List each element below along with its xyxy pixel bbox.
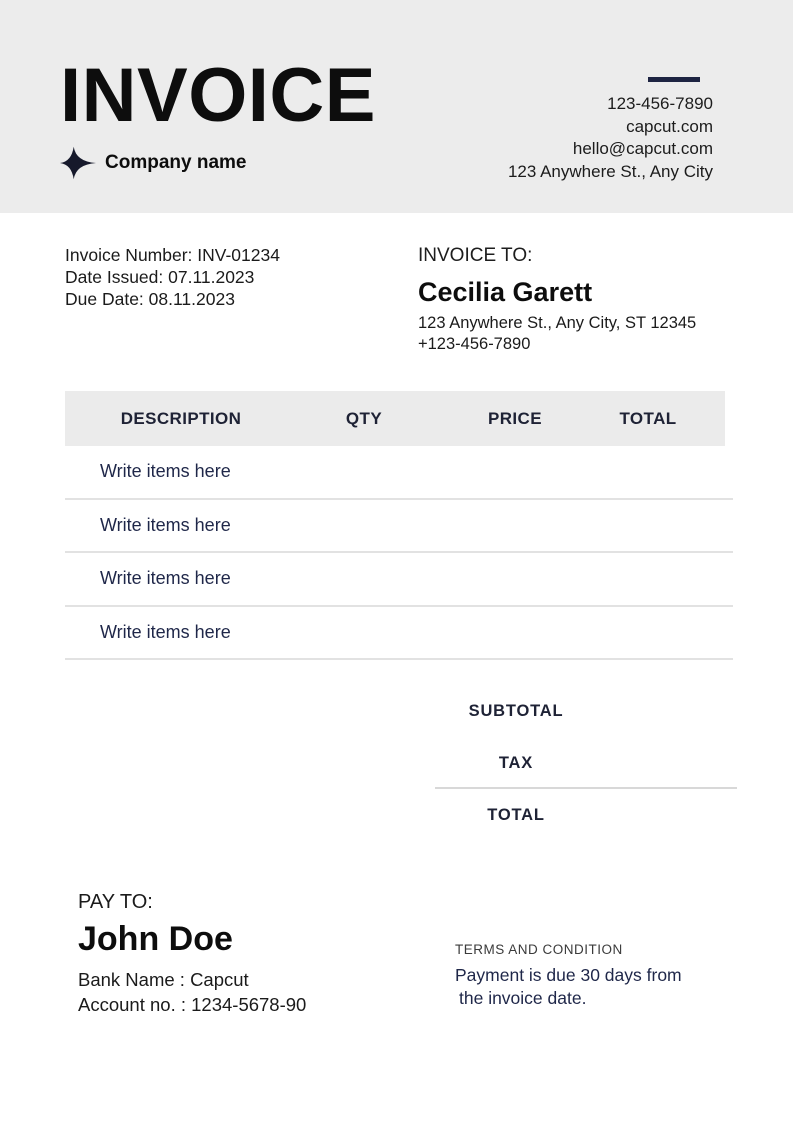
header-band [0, 0, 793, 213]
contact-block [508, 93, 713, 183]
payee-name: John Doe [78, 920, 233, 958]
account-number: Account no. : 1234-5678-90 [78, 993, 307, 1015]
customer-address-line: 123 Anywhere St., Any City, ST 12345 [418, 314, 697, 332]
items-table-header [65, 391, 725, 446]
item-row [65, 553, 733, 607]
summary-block [435, 690, 737, 840]
item-row [65, 500, 733, 554]
due-date: Due Date: 08.11.2023 [65, 289, 235, 309]
customer-phone: +123-456-7890 [418, 334, 531, 353]
sparkle-star-icon [60, 144, 96, 182]
terms-line2: the invoice date. [459, 988, 587, 1008]
invoice-meta-block [65, 244, 280, 310]
contact-address: 123 Anywhere St., Any City [507, 161, 713, 181]
invoice-to-label: INVOICE TO: [418, 245, 533, 266]
item-description-placeholder[interactable]: Write items here [100, 461, 231, 482]
customer-address [418, 313, 696, 354]
tax-label: TAX [498, 754, 534, 772]
contact-email: hello@capcut.com [572, 139, 713, 158]
total-label: TOTAL [487, 806, 545, 824]
subtotal-label: SUBTOTAL [468, 702, 564, 720]
contact-phone: 123-456-7890 [607, 94, 713, 113]
company-logo-row [60, 144, 246, 182]
pay-to-block [78, 890, 306, 1017]
col-price: PRICE [488, 408, 542, 428]
pay-to-label: PAY TO: [78, 891, 153, 913]
item-description-placeholder[interactable]: Write items here [100, 568, 231, 589]
terms-text [455, 964, 750, 1010]
item-description-placeholder[interactable]: Write items here [100, 514, 231, 535]
terms-block [455, 941, 750, 1010]
invoice-to-block [418, 244, 696, 354]
contact-website: capcut.com [626, 116, 713, 136]
bank-name: Bank Name : Capcut [78, 969, 249, 990]
terms-heading: TERMS AND CONDITION [455, 942, 623, 957]
invoice-number: Invoice Number: INV-01234 [65, 245, 280, 265]
total-divider [435, 787, 737, 789]
bank-details [78, 968, 306, 1017]
item-description-placeholder[interactable]: Write items here [100, 621, 231, 642]
terms-line1: Payment is due 30 days from [455, 965, 682, 985]
invoice-title: INVOICE [60, 53, 376, 138]
items-table-body [65, 446, 733, 660]
customer-name: Cecilia Garett [418, 277, 593, 307]
col-qty: QTY [345, 408, 383, 428]
date-issued: Date Issued: 07.11.2023 [65, 267, 255, 287]
item-row [65, 607, 733, 661]
col-description: DESCRIPTION [120, 408, 242, 428]
company-name: Company name [105, 152, 247, 173]
accent-dash [648, 77, 700, 82]
item-row [65, 446, 733, 500]
col-total: TOTAL [619, 408, 677, 428]
